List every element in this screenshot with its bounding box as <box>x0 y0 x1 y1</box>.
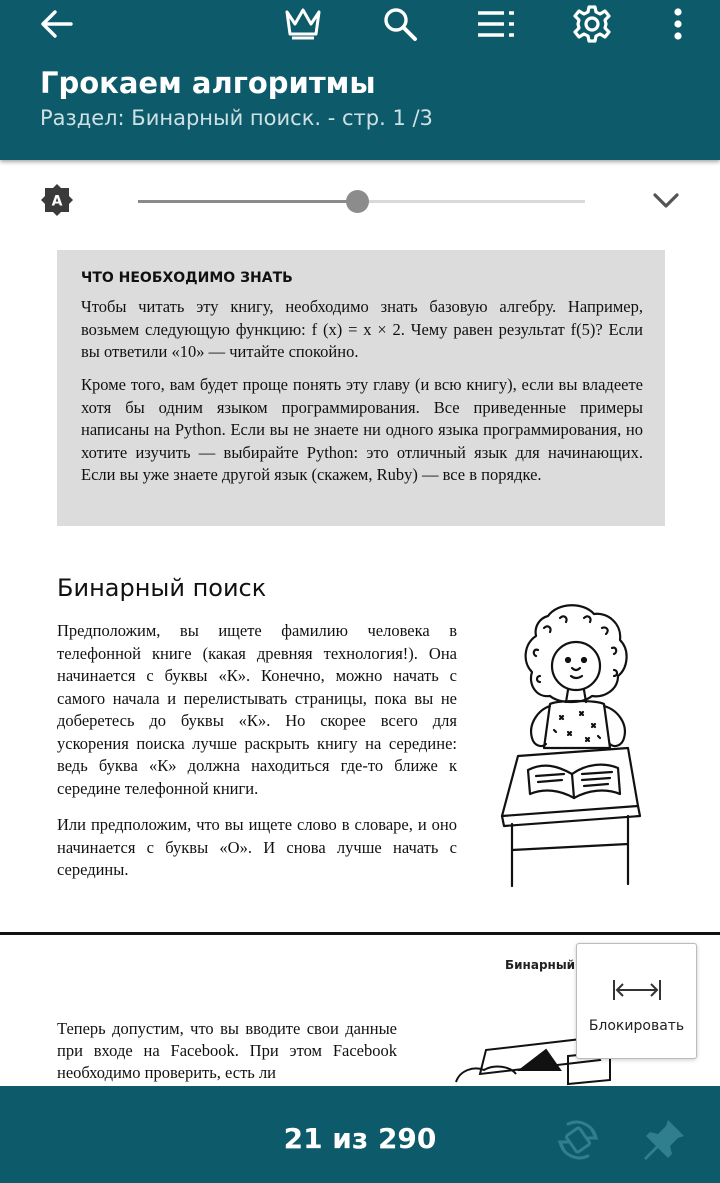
section-heading: Бинарный поиск <box>57 574 267 602</box>
lock-button-label: Блокировать <box>588 1018 685 1034</box>
back-arrow-icon[interactable] <box>28 0 84 48</box>
next-page-running-head: Бинарный <box>505 958 576 972</box>
font-size-controls <box>0 160 720 240</box>
paragraph-2: Или предположим, что вы ищете слово в словаре, и оно начинается с буквы «О». И снова лучше начать с середины. <box>57 815 457 879</box>
svg-text:A: A <box>51 193 63 210</box>
font-size-slider[interactable] <box>138 200 585 203</box>
slider-fill <box>138 200 357 203</box>
lock-width-button[interactable] <box>576 943 697 1059</box>
box-paragraph-1: Чтобы читать эту книгу, необходимо знать базовую алгебру. Например, возьмем следующую функцию: f (x) = x × 2. Чему равен результат f(5)? Если вы ответили «10» — читайте спокойно. <box>81 297 643 361</box>
prerequisites-box <box>57 250 665 526</box>
section-subtitle: Раздел: Бинарный поиск. - стр. 1 /3 <box>40 106 433 130</box>
contents-list-icon[interactable] <box>468 0 524 48</box>
book-title: Грокаем алгоритмы <box>40 66 376 100</box>
next-page-paragraph: Теперь допустим, что вы вводите свои данные при входе на Facebook. При этом Facebook необходимо проверить, есть ли <box>57 1019 397 1082</box>
auto-rotate-icon[interactable] <box>554 1116 602 1164</box>
gear-icon[interactable] <box>564 0 620 48</box>
paragraph-1: Предположим, вы ищете фамилию человека в телефонной книге (какая древняя технология!). Она начинается с буквы «К». Конечно, можно начать с самого начала и перелистывать страницы, пока вы не доберетесь до буквы «К». Но скорее всего для ускорения поиска лучше раскрыть книгу на середине: ведь буква «К» должна находиться где-то ближе к середине телефонной книги. <box>57 621 457 798</box>
font-size-badge-icon <box>40 183 74 217</box>
chevron-down-icon[interactable] <box>648 182 684 218</box>
box-heading: ЧТО НЕОБХОДИМО ЗНАТЬ <box>81 270 293 286</box>
slider-thumb[interactable] <box>346 190 369 213</box>
page-divider <box>0 932 720 935</box>
crown-icon[interactable] <box>275 0 331 48</box>
more-vert-icon[interactable] <box>650 0 706 48</box>
app-bar <box>0 0 720 160</box>
box-paragraph-2: Кроме того, вам будет проще понять эту главу (и всю книгу), если вы владеете хотя бы одним языком программирования. Все приведенные примеры написаны на Python. Если вы не знаете ни одного языка программирования, но хотите изучить — выбирайте Python: это отличный язык для начинающих. Если вы уже знаете другой язык (скажем, Ruby) — все в порядке. <box>81 375 643 484</box>
search-icon[interactable] <box>372 0 428 48</box>
reader-illustration <box>488 598 648 888</box>
page-counter[interactable]: 21 из 290 <box>283 1122 437 1155</box>
pin-icon[interactable] <box>640 1116 688 1164</box>
bottom-bar <box>0 1086 720 1183</box>
width-lock-icon <box>611 978 663 1006</box>
